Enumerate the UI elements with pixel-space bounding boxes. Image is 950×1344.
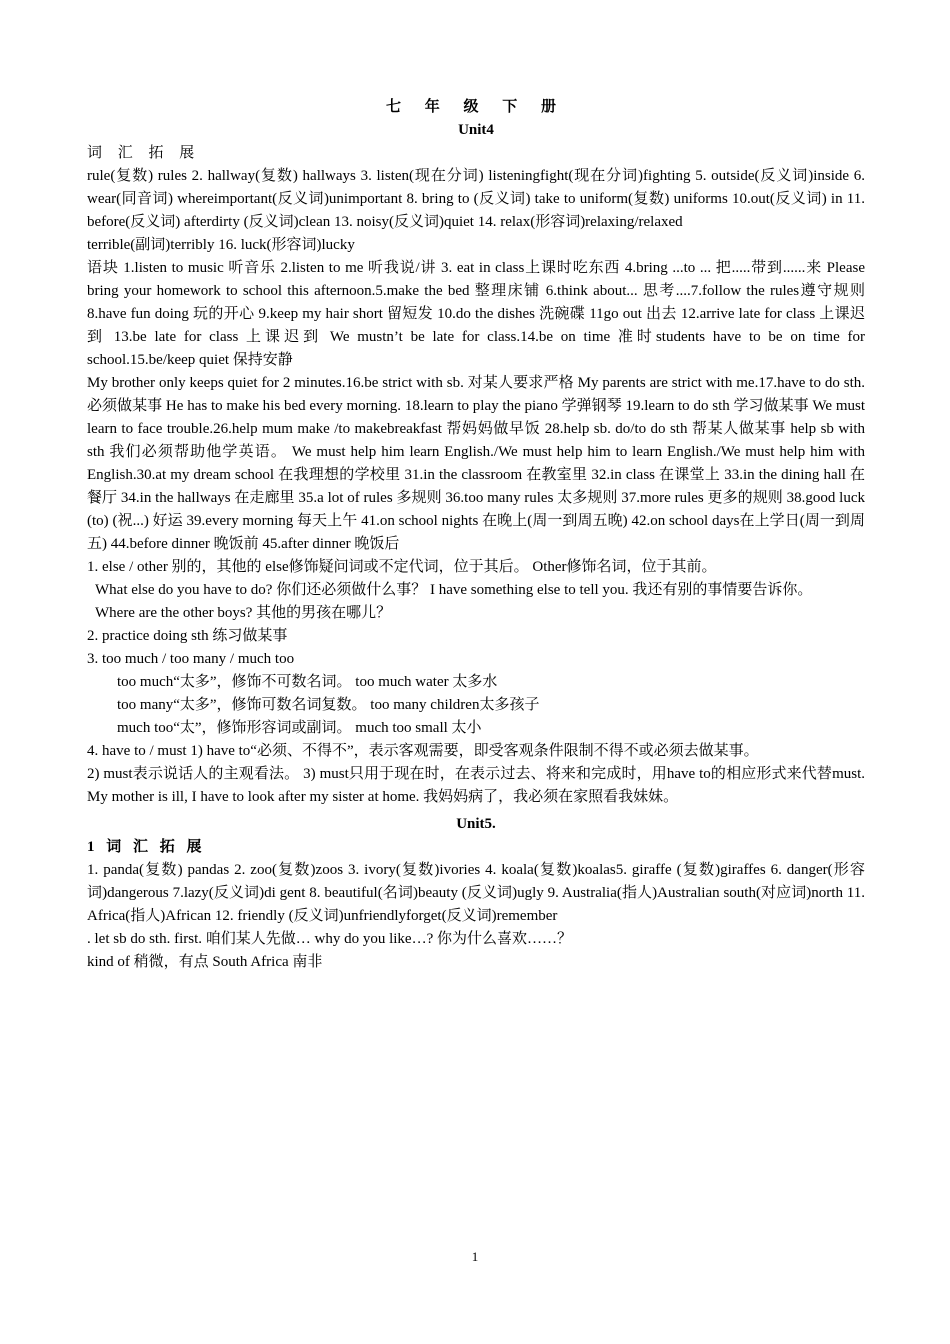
page-number: 1	[471, 1249, 479, 1264]
unit4-heading: Unit4	[458, 122, 494, 138]
note-too-much-a: too much“太多”，修饰不可数名词。 too much water 太多水	[117, 674, 498, 690]
unit4-vocab-cont: terrible(副词)terribly 16. luck(形容词)lucky	[87, 237, 355, 253]
note-else-other: 1. else / other 别的，其他的 else修饰疑问词或不定代词，位于其后。 Other修饰名词，位于其前。	[87, 559, 717, 575]
note-have-to-must: 4. have to / must 1) have to“必须、不得不”，表示客观需要，即受客观条件限制不得不或必须去做某事。	[87, 743, 759, 759]
note-must: 2) must表示说话人的主观看法。 3) must只用于现在时，在表示过去、将来和完成时，用have to的相应形式来代替must. My mother is ill, I have to look after my sister at home. 我妈妈病了，我必须在家照看我妹妹。	[87, 766, 865, 805]
unit5-heading: Unit5.	[456, 816, 496, 832]
note-other-example: Where are the other boys? 其他的男孩在哪儿？	[95, 605, 392, 621]
unit5-vocab: 1. panda(复数) pandas 2. zoo(复数)zoos 3. ivory(复数)ivories 4. koala(复数)koalas5. giraffe (复数)giraffes 6. danger(形容词)dangerous 7.lazy(反义词)di gent 8. beautiful(名词)beauty (反义词)ugly 9. Australia(指人)Australian south(对应词)north 11. Africa(指人)African 12. friendly (反义词)unfriendlyforget(反义词)remember	[87, 862, 865, 924]
unit4-phrases-cont: My brother only keeps quiet for 2 minutes.16.be strict with sb. 对某人要求严格 My parents are strict with me.17.have to do sth. 必须做某事 He has to make his bed every morning. 18.learn to play the piano 学弹钢琴 19.learn to do sth 学习做某事 We must learn to face trouble.26.help mum make /to makebreakfast 帮妈妈做早饭 28.help sb. do/to do sth 帮某人做某事 help sb with sth 我们必须帮助他学英语。 We must help him learn English./We must help him to learn English./We must help him with English.30.at my dream school 在我理想的学校里 31.in the classroom 在教室里 32.in class 在课堂上 33.in the dining hall 在餐厅 34.in the hallways 在走廊里 35.a lot of rules 多规则 36.too many rules 太多规则 37.more rules 更多的规则 38.good luck (to) (祝...) 好运 39.every morning 每天上午 41.on school nights 在晚上(周一到周五晚) 42.on school days在上学日(周一到周五) 44.before dinner 晚饭前 45.after dinner 晚饭后	[87, 375, 865, 552]
note-practice: 2. practice doing sth 练习做某事	[87, 628, 288, 644]
unit4-phrases: 语块 1.listen to music 听音乐 2.listen to me 听我说/讲 3. eat in class上课时吃东西 4.bring ...to ... 把.....带到......来 Please bring your homework to school this afternoon.5.make the bed 整理床铺 6.think about... 思考....7.follow the rules遵守规则 8.have fun doing 玩的开心 9.keep my hair short 留短发 10.do the dishes 洗碗碟 11go out 出去 12.arrive late for class 上课迟到 13.be late for class 上课迟到 We mustn’t be late for class.14.be on time 准时students have to be on time for school.15.be/keep quiet 保持安静	[87, 260, 865, 368]
unit4-vocab-heading: 词 汇 拓 展	[87, 145, 201, 161]
unit5-line-kind-of: kind of 稍微，有点 South Africa 南非	[87, 954, 323, 970]
unit5-vocab-heading: 1 词 汇 拓 展	[87, 839, 206, 855]
page-title: 七 年 级 下 册	[385, 99, 566, 115]
note-else-example: What else do you have to do? 你们还必须做什么事？ I have something else to tell you. 我还有别的事情要告诉你。	[95, 582, 813, 598]
note-much-too-c: much too“太”，修饰形容词或副词。 much too small 太小	[117, 720, 482, 736]
note-too-much: 3. too much / too many / much too	[87, 651, 295, 667]
note-too-many-b: too many“太多”，修饰可数名词复数。 too many children太多孩子	[117, 697, 540, 713]
unit5-line-let: . let sb do sth. first. 咱们某人先做… why do you like…? 你为什么喜欢……？	[87, 931, 572, 947]
document-page	[87, 96, 865, 974]
unit4-vocab: rule(复数) rules 2. hallway(复数) hallways 3. listen(现在分词) listeningfight(现在分词)fighting 5. outside(反义词)inside 6. wear(同音词) whereimportant(反义词)unimportant 8. bring to (反义词) take to uniform(复数) uniforms 10.out(反义词) in 11. before(反义词) afterdirty (反义词)clean 13. noisy(反义词)quiet 14. relax(形容词)relaxing/relaxed	[87, 168, 865, 230]
